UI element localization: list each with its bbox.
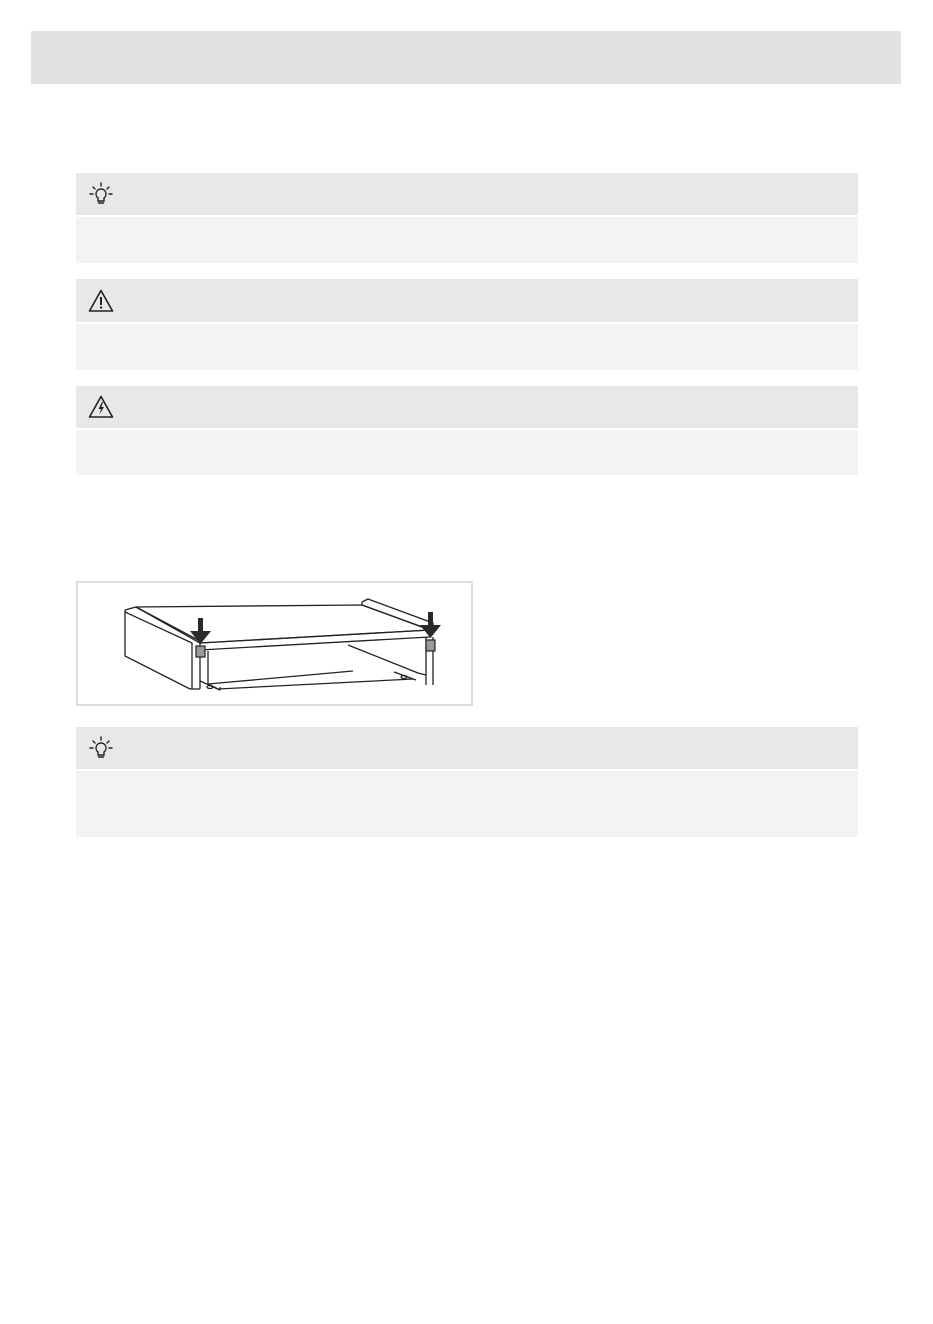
electric-hazard-notice-body (76, 430, 858, 475)
warning-notice-body (76, 324, 858, 370)
right-clip-marker (426, 640, 435, 651)
electric-hazard-icon (88, 394, 114, 420)
left-clip-marker (196, 646, 205, 657)
shelf-figure (76, 581, 473, 706)
lightbulb-icon (88, 181, 114, 207)
lightbulb-icon (88, 735, 114, 761)
shelf-illustration (78, 583, 471, 704)
down-arrow-icon (190, 618, 211, 644)
warning-notice-header (76, 279, 858, 322)
tip-notice (76, 173, 858, 263)
warning-triangle-icon (88, 288, 114, 314)
electric-hazard-notice-header (76, 386, 858, 428)
electric-hazard-notice (76, 386, 858, 475)
down-arrow-icon (420, 612, 441, 638)
tip-notice-second-header (76, 727, 858, 769)
page-header-bar (31, 31, 901, 84)
tip-notice-second (76, 727, 858, 837)
tip-notice-header (76, 173, 858, 215)
tip-notice-second-body (76, 771, 858, 837)
warning-notice (76, 279, 858, 370)
tip-notice-body (76, 217, 858, 263)
